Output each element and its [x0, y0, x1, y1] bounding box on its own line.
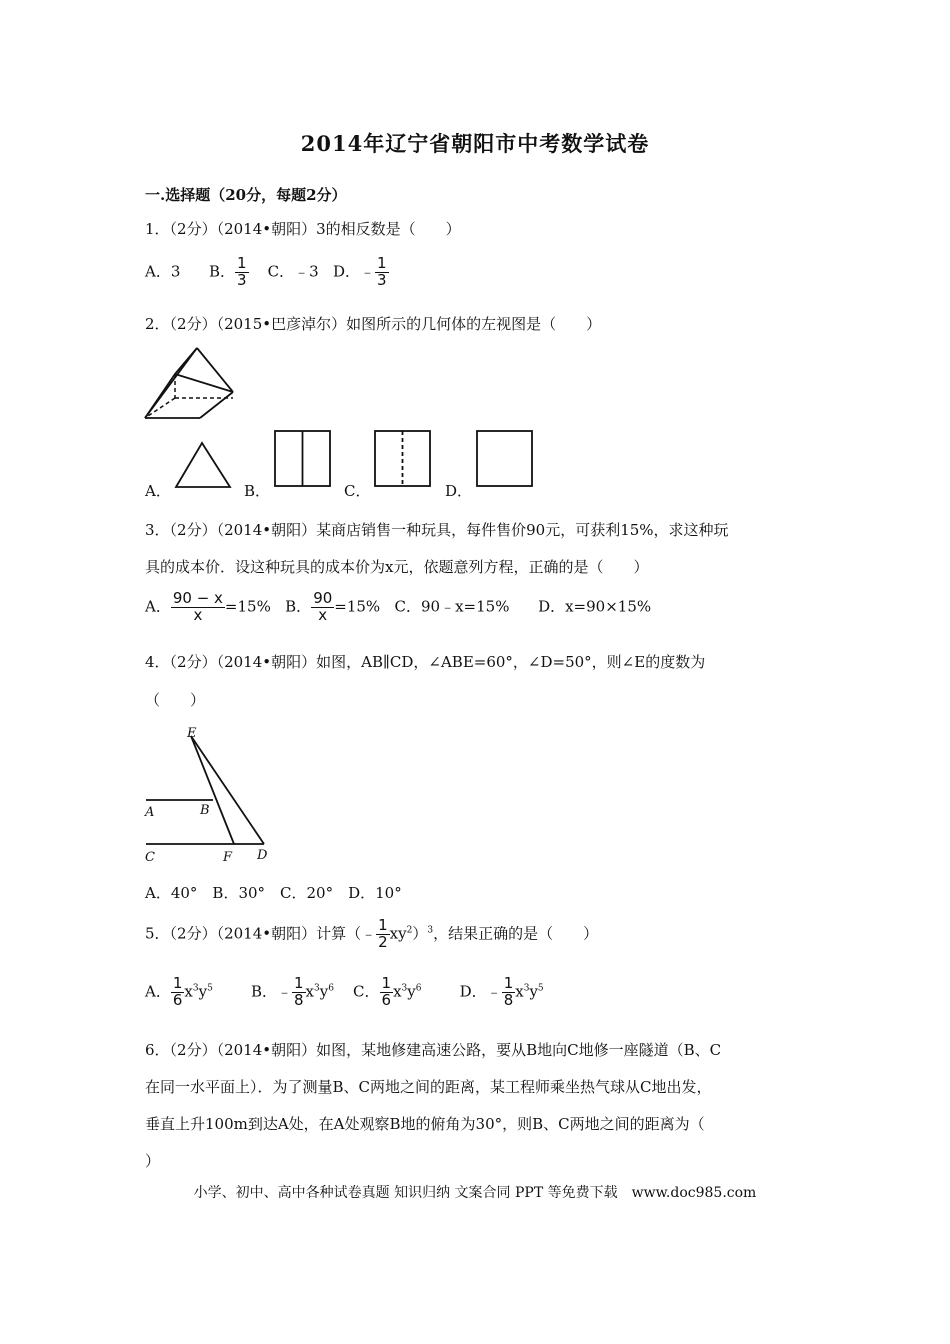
- q5-option-b-exp1: 3: [314, 983, 320, 994]
- q3-option-b-fraction: $\frac{90}{x}$: [313, 589, 333, 624]
- q1-option-a: A．3: [145, 262, 181, 281]
- q5-option-a-x: x: [184, 982, 193, 1001]
- q3-option-d: D．x=90×15%: [538, 597, 652, 616]
- q4-label-e: E: [187, 726, 197, 741]
- q3-option-c: C．90﹣x=15%: [394, 597, 510, 616]
- question-6-line1: 6．（2分）（2014•朝阳）如图，某地修建高速公路，要从B地向C地修一座隧道（B、C: [145, 1041, 722, 1059]
- q5-stem-variable: xy: [389, 924, 407, 943]
- q5-option-c: C．: [353, 982, 380, 1001]
- section-heading: 一.选择题（20分，每题2分）: [145, 186, 347, 204]
- question-1-stem: 1．（2分）（2014•朝阳）3的相反数是（ ）: [145, 220, 461, 238]
- q1-option-d-fraction: $\frac{1}{3}$: [377, 254, 387, 289]
- q5-option-a-fraction: $\frac{1}{6}$: [172, 974, 183, 1009]
- q2-option-d: D．: [445, 482, 473, 500]
- question-6-line4: ）: [145, 1152, 161, 1170]
- question-3-options: [145, 591, 651, 624]
- question-3-stem-line2: 具的成本价．设这种玩具的成本价为x元，依题意列方程，正确的是（ ）: [145, 558, 649, 576]
- q5-option-a: A．: [145, 982, 171, 1001]
- question-3-stem-line1: 3．（2分）（2014•朝阳）某商店销售一种玩具，每件售价90元，可获利15%，求这种玩: [145, 521, 729, 539]
- q1-option-d: D．﹣: [333, 262, 376, 281]
- q4-label-a: A: [145, 805, 155, 820]
- question-5-stem: [145, 918, 598, 951]
- q5-option-c-y: y: [407, 982, 416, 1001]
- q5-stem-close: ）: [412, 924, 428, 943]
- q2-option-d-figure: [476, 430, 534, 488]
- q2-option-b: B．: [244, 482, 271, 500]
- q4-label-d: D: [257, 848, 268, 863]
- q5-option-b-y: y: [319, 982, 329, 1001]
- q5-option-b-exp2: 6: [328, 983, 334, 994]
- q3-option-a-tail: =15%: [224, 597, 271, 616]
- q2-option-c-figure: [374, 430, 432, 488]
- q5-stem-suffix: ，结果正确的是（ ）: [433, 924, 599, 943]
- q5-option-c-exp1: 3: [401, 983, 408, 994]
- q5-option-a-exp1: 3: [192, 983, 199, 994]
- q5-option-d-y: y: [529, 982, 538, 1001]
- q4-label-c: C: [145, 850, 155, 865]
- q5-option-b-x: x: [305, 982, 315, 1001]
- q5-option-a-y: y: [198, 982, 208, 1001]
- q5-option-d-exp2: 5: [537, 983, 544, 994]
- q5-option-c-exp2: 6: [415, 983, 422, 994]
- question-6-line2: 在同一水平面上）．为了测量B、C两地之间的距离，某工程师乘坐热气球从C地出发，: [145, 1078, 712, 1096]
- q5-stem-exponent: 2: [406, 925, 413, 936]
- q3-option-a-fraction: $\frac{90 - x}{x}$: [172, 589, 223, 624]
- q2-option-a-triangle: [174, 440, 234, 490]
- q1-option-c: C．﹣3: [267, 262, 319, 281]
- question-5-options: [145, 976, 544, 1009]
- q1-option-b: B．: [209, 262, 236, 281]
- q5-option-b: B．﹣: [250, 982, 292, 1001]
- q2-option-c: C．: [344, 482, 371, 500]
- q1-option-b-fraction: $\frac{1}{3}$: [237, 254, 247, 289]
- q4-label-b: B: [200, 803, 210, 818]
- q5-stem-fraction: $\frac{1}{2}$: [378, 916, 388, 951]
- q5-option-b-fraction: $\frac{1}{8}$: [294, 974, 304, 1009]
- q2-prism-figure: [140, 342, 240, 422]
- q4-options: A．40° B．30° C．20° D．10°: [145, 884, 402, 902]
- q5-option-c-x: x: [393, 982, 402, 1001]
- question-1-options: [145, 256, 389, 289]
- page-title: 2014年辽宁省朝阳市中考数学试卷: [300, 131, 650, 156]
- q5-option-c-fraction: $\frac{1}{6}$: [381, 974, 392, 1009]
- question-2-stem: 2．（2分）（2015•巴彦淖尔）如图所示的几何体的左视图是（ ）: [145, 315, 602, 333]
- question-6-line3: 垂直上升100m到达A处，在A处观察B地的俯角为30°，则B、C两地之间的距离为（: [145, 1115, 705, 1133]
- q5-option-d-fraction: $\frac{1}{8}$: [503, 974, 514, 1009]
- q4-parallel-lines-figure: [140, 722, 280, 867]
- q5-option-d-x: x: [515, 982, 524, 1001]
- q2-option-b-figure: [274, 430, 332, 488]
- footer-text: 小学、初中、高中各种试卷真题 知识归纳 文案合同 PPT 等免费下载 www.doc985.com: [193, 1185, 757, 1201]
- q3-option-b: B．: [285, 597, 312, 616]
- q3-option-b-tail: =15%: [334, 597, 381, 616]
- q5-option-a-exp2: 5: [207, 983, 213, 994]
- question-4-stem-line1: 4．（2分）（2014•朝阳）如图，AB∥CD，∠ABE=60°，∠D=50°，则∠E的度数为: [145, 653, 706, 671]
- q3-option-a: A．: [145, 597, 171, 616]
- q5-option-d: D．﹣: [459, 982, 502, 1001]
- q4-label-f: F: [223, 850, 233, 865]
- q5-stem-power: 3: [427, 925, 434, 936]
- q2-option-a: A．: [145, 482, 171, 500]
- q5-option-d-exp1: 3: [523, 983, 530, 994]
- q5-stem-prefix: 5．（2分）（2014•朝阳）计算（﹣: [145, 924, 377, 943]
- question-4-stem-line2: （ ）: [145, 691, 206, 709]
